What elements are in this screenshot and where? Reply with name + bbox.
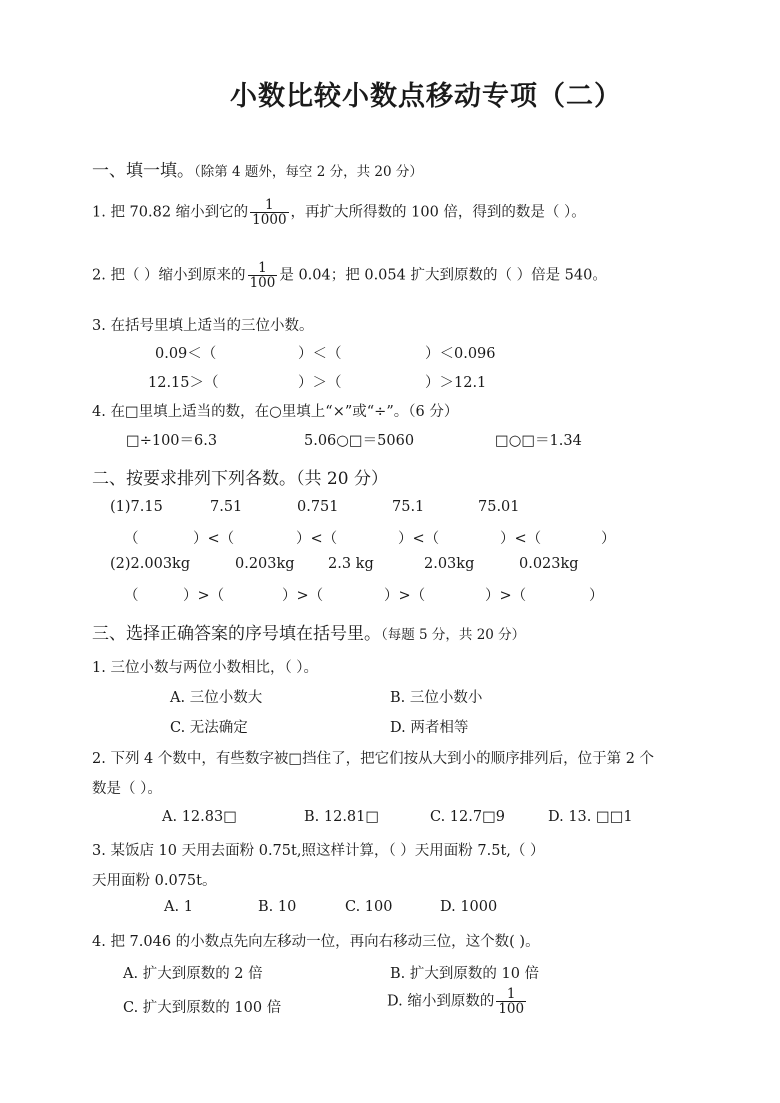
q3-row2-part2: ）＞（ (298, 375, 342, 391)
section-3-title: 三、选择正确答案的序号填在括号里。 (92, 624, 381, 644)
question-text: ，再扩大所得数的 100 倍，得到的数是（ ）。 (290, 204, 586, 221)
option-d: D. 13. □□1 (548, 809, 633, 825)
question-3-3-stem-line1: 3. 某饭店 10 天用去面粉 0.75t,照这样计算，（ ）天用面粉 7.5t,（ ） (92, 843, 545, 859)
option-c: C. 无法确定 (170, 720, 248, 736)
sort-2-number: (2)2.003kg (110, 556, 191, 572)
option-b: B. 10 (258, 899, 297, 915)
sort-1-blank: ）<（ (500, 531, 542, 547)
q4-item-2: 5.06○□＝5060 (304, 433, 415, 449)
q4-item-1: □÷100＝6.3 (126, 433, 218, 449)
question-1-4-stem: 4. 在□里填上适当的数，在○里填上“×”或“÷”。（6 分） (92, 404, 459, 420)
section-2-heading: 二、按要求排列下列各数。（共 20 分） (92, 469, 388, 489)
question-text: 2. 把（ ）缩小到原来的 (92, 267, 246, 284)
sort-2-number: 2.3 kg (328, 556, 374, 572)
fraction (248, 261, 278, 290)
option-c: C. 12.7□9 (430, 809, 506, 825)
option-a: A. 12.83□ (162, 809, 237, 825)
option-d: D. 两者相等 (390, 720, 469, 736)
q3-row2-part1: 12.15＞（ (148, 375, 219, 391)
option-d-text: D. 缩小到原数的 (387, 993, 495, 1010)
q3-row1-part3: ）＜0.096 (425, 346, 496, 362)
question-1-3-stem: 3. 在括号里填上适当的三位小数。 (92, 318, 314, 334)
sort-2-blank: ）>（ (282, 588, 324, 604)
page-title: 小数比较小数点移动专项（二） (230, 81, 622, 112)
option-a: A. 三位小数大 (170, 690, 263, 706)
fraction-numerator: 1 (258, 260, 267, 276)
option-a: A. 1 (164, 899, 193, 915)
section-3-heading (92, 619, 525, 644)
question-3-2-stem-line2: 数是（ ）。 (92, 781, 162, 797)
section-3-note: （每题 5 分，共 20 分） (381, 627, 526, 643)
sort-1-number: 75.1 (392, 499, 425, 515)
question-3-4-stem: 4. 把 7.046 的小数点先向左移动一位，再向右移动三位，这个数( )。 (92, 934, 540, 950)
section-1-heading (92, 156, 423, 181)
question-1-2 (92, 261, 607, 290)
sort-1-number: 7.51 (210, 499, 243, 515)
option-c: C. 扩大到原数的 100 倍 (123, 1000, 282, 1016)
fraction-numerator: 1 (506, 986, 516, 1002)
q3-row2-part3: ）＞12.1 (425, 375, 487, 391)
sort-1-blank: ） (601, 531, 616, 547)
question-3-3-stem-line2: 天用面粉 0.075t。 (92, 873, 217, 889)
sort-1-number: 75.01 (478, 499, 520, 515)
question-3-1-stem: 1. 三位小数与两位小数相比，（ ）。 (92, 660, 319, 676)
q3-row1-part1: 0.09＜（ (155, 346, 217, 362)
sort-1-blank: （ (124, 531, 139, 547)
sort-2-blank: ）>（ (183, 588, 225, 604)
option-d: D. 1000 (440, 899, 498, 915)
option-d (387, 987, 528, 1016)
fraction (496, 987, 526, 1016)
sort-2-blank: ）>（ (485, 588, 527, 604)
question-text: 1. 把 70.82 缩小到它的 (92, 204, 249, 221)
option-b: B. 三位小数小 (390, 690, 483, 706)
sort-2-number: 0.023kg (519, 556, 579, 572)
q4-item-3: □○□＝1.34 (495, 433, 582, 449)
fraction-denominator: 1000 (252, 212, 287, 229)
section-1-note: （除第 4 题外，每空 2 分，共 20 分） (194, 164, 423, 180)
sort-1-number: (1)7.15 (110, 499, 163, 515)
sort-2-blank: ） (589, 588, 604, 604)
sort-1-number: 0.751 (297, 499, 339, 515)
option-c: C. 100 (345, 899, 393, 915)
question-3-2-stem-line1: 2. 下列 4 个数中，有些数字被□挡住了，把它们按从大到小的顺序排列后，位于第 2 个 (92, 751, 655, 767)
sort-2-number: 2.03kg (424, 556, 475, 572)
fraction-denominator: 100 (249, 275, 276, 292)
question-1-1 (92, 198, 586, 227)
fraction (250, 198, 288, 227)
sort-2-number: 0.203kg (235, 556, 295, 572)
fraction-numerator: 1 (265, 197, 274, 213)
sort-2-blank: （ (124, 588, 139, 604)
sort-1-blank: ）<（ (193, 531, 235, 547)
sort-1-blank: ）<（ (296, 531, 338, 547)
q3-row1-part2: ）＜（ (298, 346, 342, 362)
question-text: 是 0.04；把 0.054 扩大到原数的（ ）倍是 540。 (279, 267, 607, 284)
option-a: A. 扩大到原数的 2 倍 (123, 966, 263, 982)
option-b: B. 12.81□ (304, 809, 380, 825)
sort-1-blank: ）<（ (398, 531, 440, 547)
option-b: B. 扩大到原数的 10 倍 (390, 966, 540, 982)
fraction-denominator: 100 (498, 1001, 525, 1018)
sort-2-blank: ）>（ (384, 588, 426, 604)
section-1-title: 一、填一填。 (92, 161, 194, 181)
